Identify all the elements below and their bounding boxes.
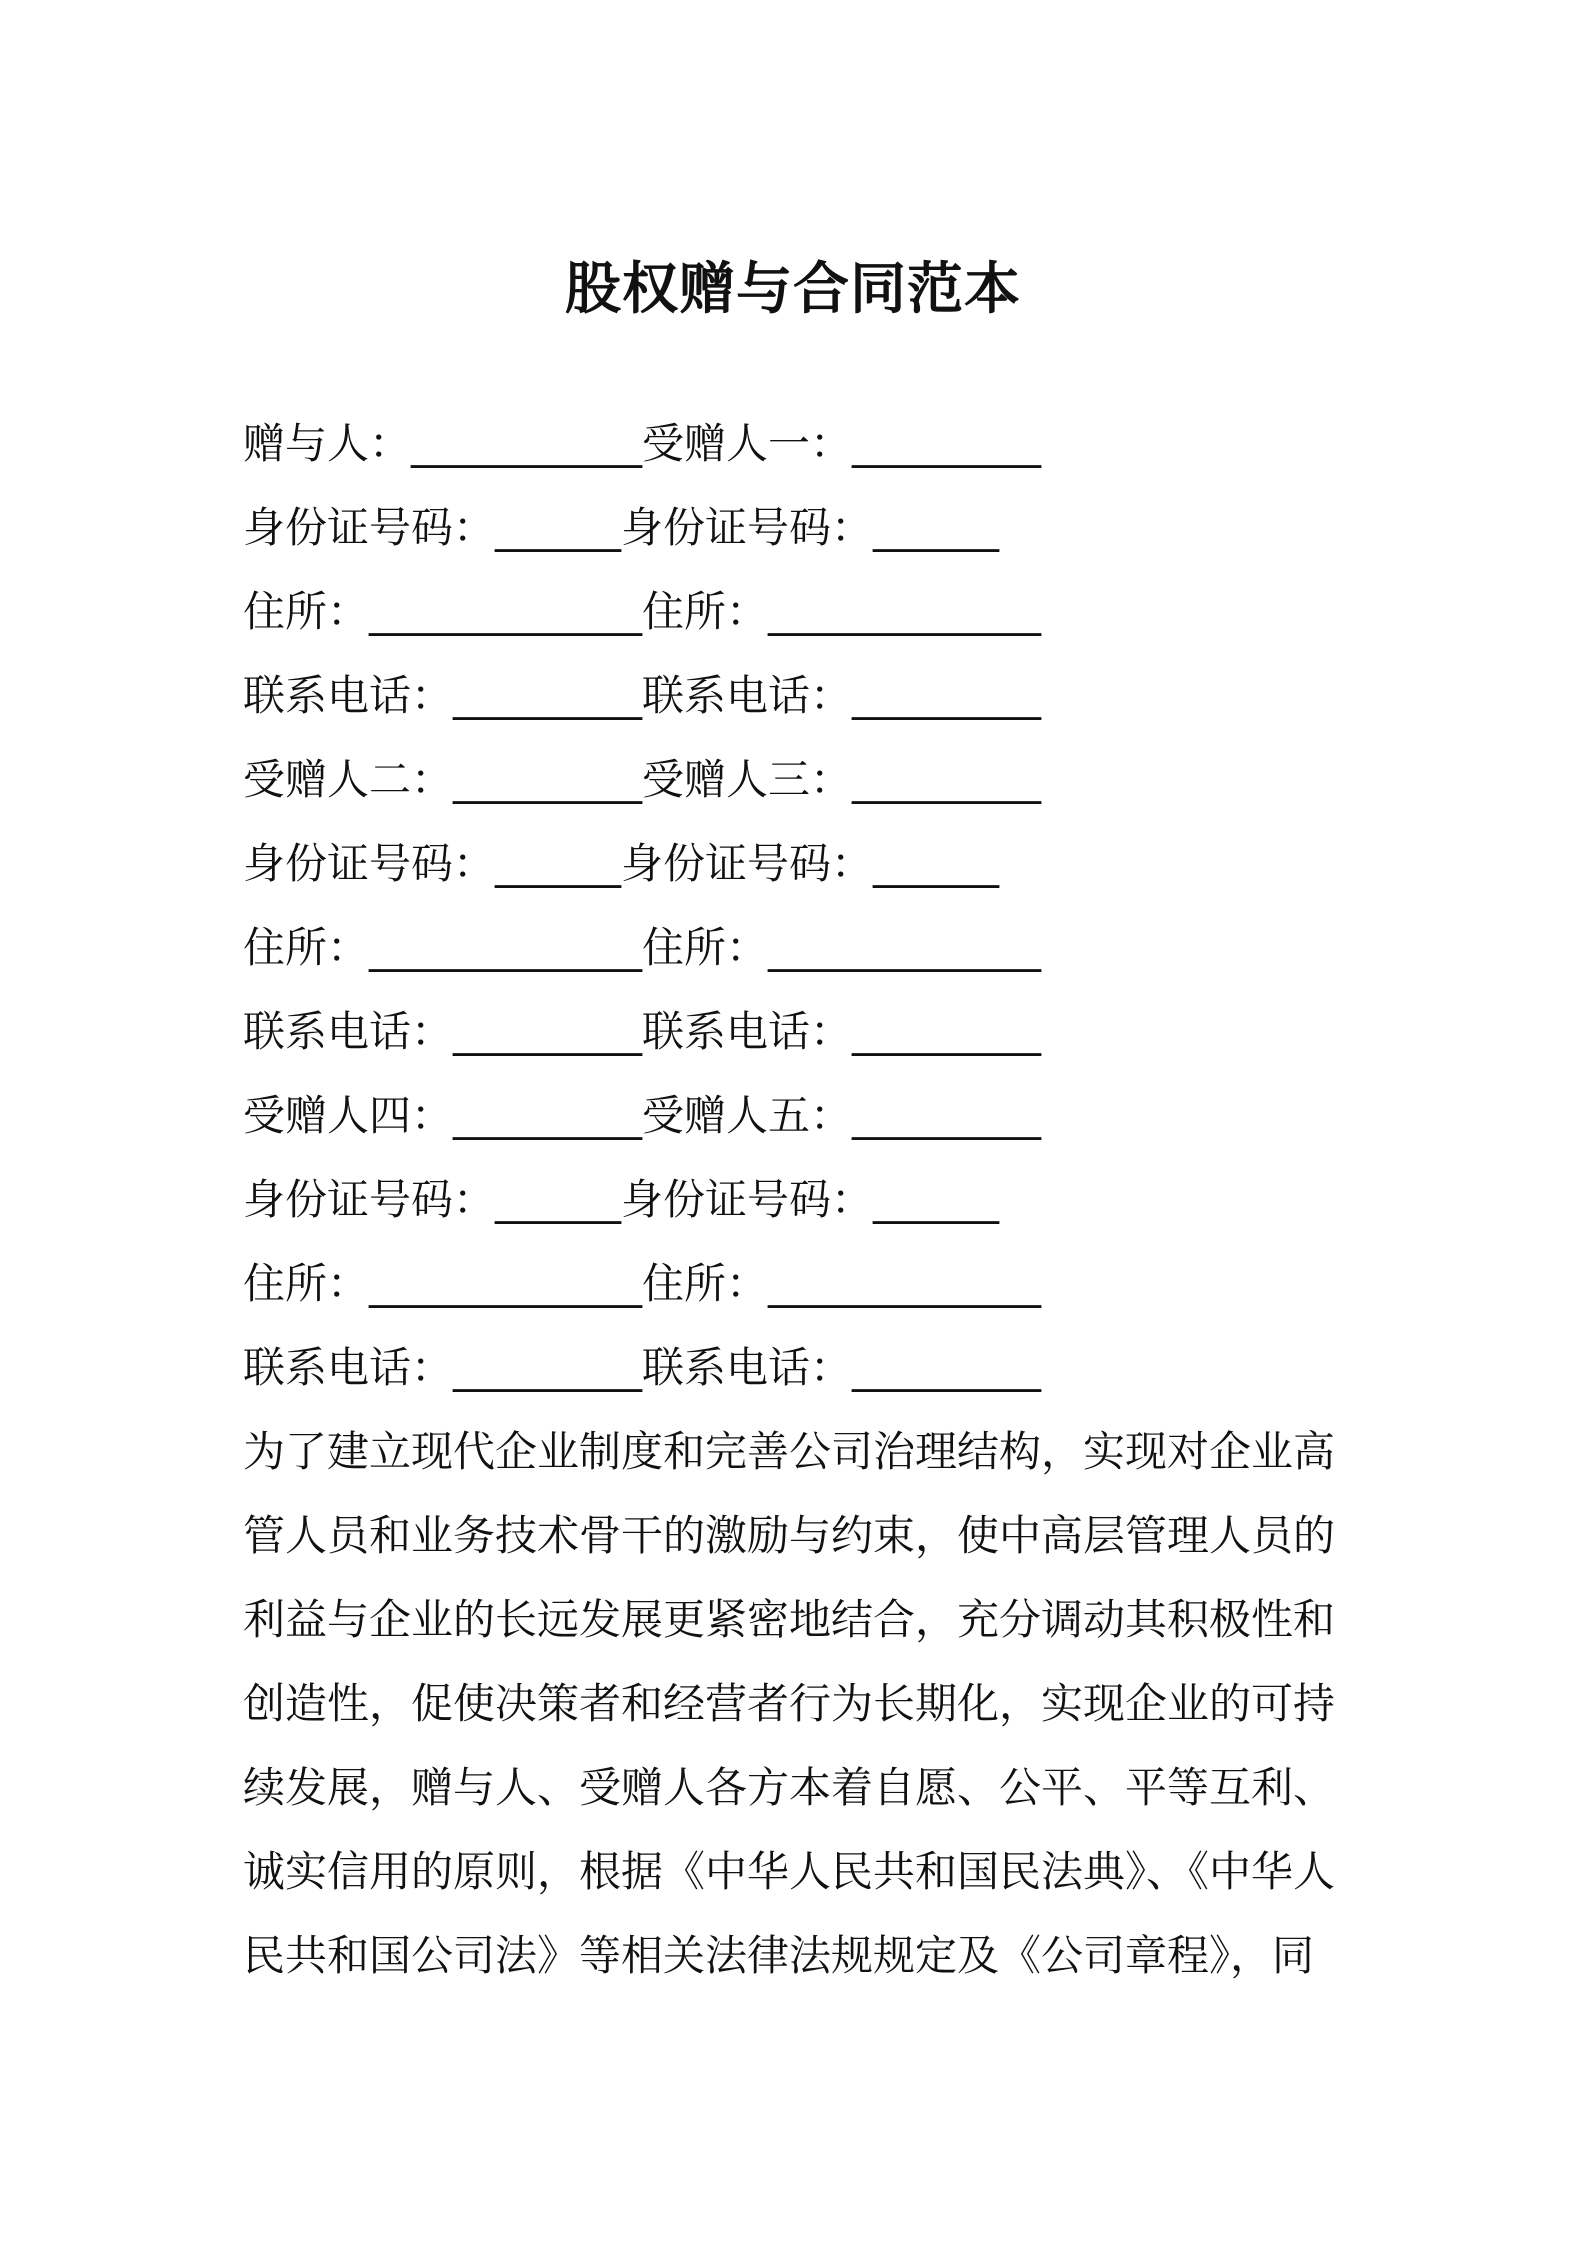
recipient2-recipient3-line: 受赠人二：_________受赠人三：_________ [243,755,1042,804]
donor-recipient1-line: 赠与人：___________受赠人一：_________ [243,419,1042,468]
id-number-line-3: 身份证号码：______身份证号码：______ [243,1175,1000,1224]
preamble-line: 管人员和业务技术骨干的激励与约束，使中高层管理人员的 [243,1511,1336,1560]
preamble-line: 民共和国公司法》等相关法律法规规定及《公司章程》，同 [243,1931,1315,1980]
phone-line-2: 联系电话：_________联系电话：_________ [243,1007,1042,1056]
id-number-line-1: 身份证号码：______身份证号码：______ [243,503,1000,552]
address-line-2: 住所：_____________住所：_____________ [243,923,1042,972]
document-title: 股权赠与合同范本 [565,257,1021,322]
preamble-paragraph [243,1410,1363,1998]
id-number-line-2: 身份证号码：______身份证号码：______ [243,839,1000,888]
recipient4-recipient5-line: 受赠人四：_________受赠人五：_________ [243,1091,1042,1140]
preamble-line: 为了建立现代企业制度和完善公司治理结构，实现对企业高 [243,1427,1336,1476]
preamble-line: 续发展，赠与人、受赠人各方本着自愿、公平、平等互利、 [243,1763,1336,1812]
phone-line-1: 联系电话：_________联系电话：_________ [243,671,1042,720]
preamble-line: 利益与企业的长远发展更紧密地结合，充分调动其积极性和 [243,1595,1336,1644]
preamble-line: 诚实信用的原则，根据《中华人民共和国民法典》、《中华人 [243,1847,1336,1896]
phone-line-3: 联系电话：_________联系电话：_________ [243,1343,1042,1392]
address-line-3: 住所：_____________住所：_____________ [243,1259,1042,1308]
address-line-1: 住所：_____________住所：_____________ [243,587,1042,636]
preamble-line: 创造性，促使决策者和经营者行为长期化，实现企业的可持 [243,1679,1336,1728]
party-info-section [243,402,1363,1410]
